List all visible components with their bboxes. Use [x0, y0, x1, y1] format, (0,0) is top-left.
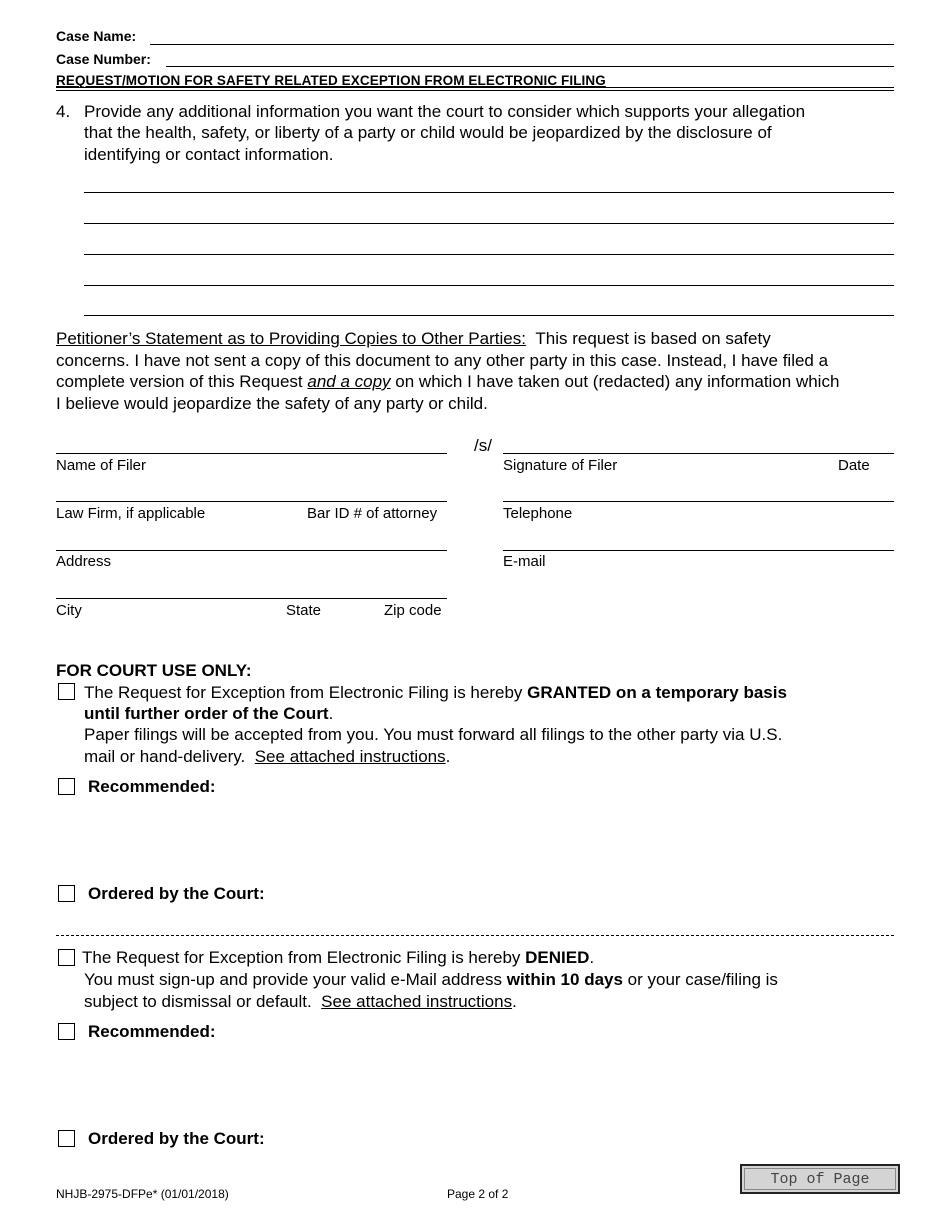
granted-line4-end: . [445, 747, 451, 766]
address-field[interactable] [56, 550, 447, 551]
title-divider [56, 87, 894, 91]
granted-line-4 [84, 746, 450, 768]
denied-line1-end: . [589, 948, 595, 967]
recommended-2-label: Recommended: [88, 1022, 216, 1041]
statement-line-4: I believe would jeopardize the safety of any party or child. [56, 394, 488, 413]
email-field[interactable] [503, 550, 894, 551]
granted-line2-bold: until further order of the Court [84, 704, 329, 723]
case-name-field[interactable] [150, 44, 894, 45]
granted-line1-a: The Request for Exception from Electronic Filing is hereby [84, 683, 523, 702]
law-firm-field[interactable] [56, 501, 447, 502]
ordered-1-label: Ordered by the Court: [88, 884, 265, 903]
statement-line3-a: complete version of this Request [56, 372, 303, 391]
denied-instructions-link[interactable]: See attached instructions [321, 992, 513, 1011]
info-line-1[interactable] [84, 192, 894, 193]
item-4-number: 4. [56, 102, 71, 121]
item-4-text-line1: Provide any additional information you want the court to consider which supports your allegation [84, 102, 806, 121]
ordered-2-checkbox[interactable] [58, 1130, 75, 1147]
statement-line-1 [56, 328, 771, 350]
case-number-field[interactable] [166, 66, 894, 67]
state-label: State [286, 602, 322, 619]
name-of-filer-field[interactable] [56, 453, 447, 454]
item-4-text-line3: identifying or contact information. [84, 145, 334, 164]
form-title: REQUEST/MOTION FOR SAFETY RELATED EXCEPTION FROM ELECTRONIC FILING [56, 73, 606, 88]
denied-bold: DENIED [525, 948, 590, 967]
ordered-2-label: Ordered by the Court: [88, 1129, 265, 1148]
statement-line1-rest: This request is based on safety [535, 329, 771, 348]
denied-line2-a: You must sign-up and provide your valid e-Mail address [84, 970, 502, 989]
granted-line4-a: mail or hand-delivery. [84, 747, 246, 766]
denied-line3-end: . [512, 992, 517, 1011]
denied-line-2 [84, 969, 778, 991]
granted-line-1 [84, 682, 787, 704]
bar-id-label: Bar ID # of attorney [307, 505, 438, 522]
denied-line3-a: subject to dismissal or default. [84, 992, 312, 1011]
info-line-3[interactable] [84, 254, 894, 255]
granted-line-2 [84, 703, 333, 725]
recommended-1-label: Recommended: [88, 777, 216, 796]
statement-line-3 [56, 371, 839, 393]
court-use-heading: FOR COURT USE ONLY: [56, 661, 252, 680]
info-line-2[interactable] [84, 223, 894, 224]
s-mark: /s/ [474, 436, 492, 455]
telephone-label: Telephone [503, 505, 573, 522]
signature-field[interactable] [503, 453, 894, 454]
name-of-filer-label: Name of Filer [56, 457, 147, 474]
address-label: Address [56, 553, 112, 570]
email-label: E-mail [503, 553, 546, 570]
recommended-1-checkbox[interactable] [58, 778, 75, 795]
granted-line-3: Paper filings will be accepted from you. You must forward all filings to the other party via U.S. [84, 725, 783, 744]
signature-of-filer-label: Signature of Filer [503, 457, 618, 474]
case-number-label: Case Number: [56, 51, 151, 67]
denied-line2-bold: within 10 days [506, 970, 623, 989]
section-divider [56, 935, 894, 936]
denied-line2-b: or your case/filing is [627, 970, 778, 989]
recommended-2-checkbox[interactable] [58, 1023, 75, 1040]
page-number: Page 2 of 2 [447, 1187, 509, 1201]
info-line-4[interactable] [84, 285, 894, 286]
city-state-zip-field[interactable] [56, 598, 447, 599]
date-label: Date [838, 457, 870, 474]
ordered-1-checkbox[interactable] [58, 885, 75, 902]
form-id: NHJB-2975-DFPe* (01/01/2018) [56, 1187, 229, 1201]
denied-line-3 [84, 991, 517, 1013]
law-firm-label: Law Firm, if applicable [56, 505, 206, 522]
statement-heading: Petitioner’s Statement as to Providing Copies to Other Parties: [56, 329, 526, 348]
city-label: City [56, 602, 82, 619]
info-line-5[interactable] [84, 315, 894, 316]
zip-label: Zip code [384, 602, 442, 619]
case-name-label: Case Name: [56, 28, 137, 44]
granted-bold: GRANTED on a temporary basis [527, 683, 787, 702]
denied-checkbox[interactable] [58, 949, 75, 966]
granted-instructions-link[interactable]: See attached instructions [254, 747, 446, 766]
denied-line-1 [82, 947, 594, 969]
item-4-text-line2: that the health, safety, or liberty of a party or child would be jeopardized by the disclosure of [84, 123, 772, 142]
denied-line1-a: The Request for Exception from Electronic Filing is hereby [82, 948, 521, 967]
granted-checkbox[interactable] [58, 683, 75, 700]
telephone-field[interactable] [503, 501, 894, 502]
statement-line3-b: on which I have taken out (redacted) any information which [395, 372, 840, 391]
statement-line3-em: and a copy [307, 372, 391, 391]
top-of-page-button[interactable]: Top of Page [740, 1164, 900, 1194]
granted-line2-end: . [328, 704, 334, 723]
statement-line-2: concerns. I have not sent a copy of this document to any other party in this case. Instead, I have filed a [56, 351, 829, 370]
